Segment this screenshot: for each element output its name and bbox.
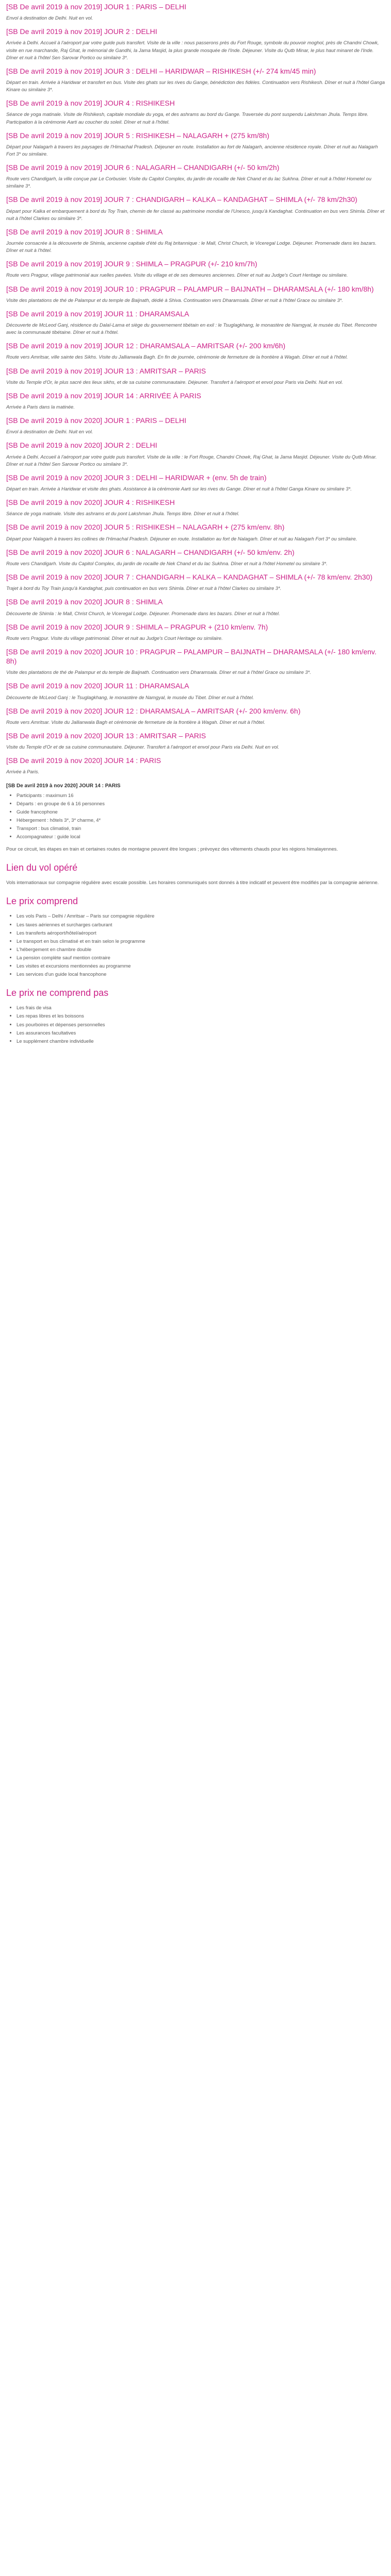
vols-text: Vols internationaux sur compagnie régulière avec escale possible. Les horaires communiqués sont donnés à titre indicatif et peuvent être modifiés par la compagnie aérienne.: [6, 879, 379, 886]
comprend-item: • Les services d'un guide local francophone: [17, 971, 385, 978]
comprend-item: • Les taxes aériennes et surcharges carburant: [17, 921, 385, 928]
comprend-pas-title: Le prix ne comprend pas: [6, 988, 109, 998]
comprend-pas-item: • Les frais de visa: [17, 1004, 385, 1011]
day-text: Arrivée à Delhi. Accueil à l'aéroport par votre guide puis transfert. Visite de la ville : nous passerons près du Fort Rouge, symbole du pouvoir moghol, près de Chandni Chowk, visite en rue marchande, Raj Ghat, le mémorial de Gandhi, la Jama Masjid, la plus grande mosquée de l'Inde. Déjeuner. Visite du Qutb Minar, le plus haut minaret de l'Inde. Dîner et nuit à l'hôtel Sen Sarovar Portico ou similaire 3*.: [6, 40, 379, 60]
day-title: [SB De avril 2019 à nov 2020] JOUR 5 : RISHIKESH – NALAGARH + (275 km/env. 8h): [6, 523, 285, 532]
day-text: Route vers Chandigarh, la ville conçue par Le Corbusier. Visite du Capitol Complex, du jardin de rocaille de Nek Chand et du lac Sukhna. Dîner et nuit à l'hôtel Hometel ou similaire 3*.: [6, 176, 371, 189]
day-title: [SB De avril 2019 à nov 2019] JOUR 7 : CHANDIGARH – KALKA – KANDAGHAT – SHIMLA (+/- 78 km/2h30): [6, 195, 357, 204]
itinerary-day: [6, 284, 385, 304]
day-title: [SB De avril 2019 à nov 2020] JOUR 2 : DELHI: [6, 441, 157, 450]
comprend-pas-item: • Le supplément chambre individuelle: [17, 1038, 385, 1045]
itinerary-day: [6, 227, 385, 254]
day-title: [SB De avril 2019 à nov 2020] JOUR 3 : DELHI – HARIDWAR + (env. 5h de train): [6, 473, 267, 482]
itinerary-day: [6, 473, 385, 493]
day-title: [SB De avril 2019 à nov 2020] JOUR 1 : PARIS – DELHI: [6, 416, 187, 425]
day-title: [SB De avril 2019 à nov 2020] JOUR 10 : PRAGPUR – PALAMPUR – BAIJNATH – DHARAMSALA (+/- 180 km/env. 8h): [6, 647, 377, 666]
savoir-item: • Accompagnateur : guide local: [17, 833, 385, 840]
itinerary-day: [6, 259, 385, 279]
itinerary-day: [6, 309, 385, 336]
comprend-item: • Le transport en bus climatisé et en train selon le programme: [17, 938, 385, 945]
day-text: Visite des plantations de thé de Palampur et du temple de Baijnath, dédié à Shiva. Continuation vers Dharamsala. Dîner et nuit à l'hôtel Grace ou similaire 3*.: [6, 297, 344, 303]
day-text: Route vers Amritsar. Visite du Jallianwala Bagh et cérémonie de fermeture de la frontière à Wagah. Dîner et nuit à l'hôtel.: [6, 719, 266, 725]
itinerary-day: [6, 391, 385, 411]
itinerary-day: [6, 522, 385, 542]
itinerary-day: [6, 341, 385, 361]
itinerary-day: [6, 366, 385, 386]
day-text: Visite du Temple d'Or et de sa cuisine communautaire. Déjeuner. Transfert à l'aéroport et envol pour Paris via Delhi. Nuit en vol.: [6, 744, 280, 750]
day-title: [SB De avril 2019 à nov 2020] JOUR 4 : RISHIKESH: [6, 498, 175, 507]
day-title: [SB De avril 2019 à nov 2019] JOUR 8 : SHIMLA: [6, 227, 163, 236]
savoir-note: Pour ce circuit, les étapes en train et certaines routes de montagne peuvent être longues ; prévoyez des vêtements chauds pour les régions himalayennes.: [6, 846, 338, 852]
day-title: [SB De avril 2019 à nov 2019] JOUR 9 : SHIMLA – PRAGPUR (+/- 210 km/7h): [6, 260, 257, 268]
itinerary-day: [6, 647, 385, 676]
savoir-item: • Guide francophone: [17, 808, 385, 816]
day-title: [SB De avril 2019 à nov 2020] JOUR 14 : PARIS: [6, 756, 161, 765]
vols-title: Lien du vol opéré: [6, 862, 78, 873]
day-title: [SB De avril 2019 à nov 2019] JOUR 2 : DELHI: [6, 27, 157, 36]
comprend-item: • L'hébergement en chambre double: [17, 946, 385, 953]
day-text: Envol à destination de Delhi. Nuit en vol.: [6, 429, 93, 435]
itinerary-day: [6, 681, 385, 701]
comprend-pas-list: [6, 1004, 385, 1045]
day-title: [SB De avril 2019 à nov 2019] JOUR 11 : DHARAMSALA: [6, 309, 189, 318]
day-title: [SB De avril 2019 à nov 2020] JOUR 6 : NALAGARH – CHANDIGARH (+/- 50 km/env. 2h): [6, 548, 295, 556]
itinerary-day: [6, 163, 385, 190]
itinerary-day: [6, 756, 385, 775]
itinerary-day: [6, 622, 385, 642]
comprend-pas-item: • Les pourboires et dépenses personnelles: [17, 1021, 385, 1028]
day-text: Route vers Chandigarh. Visite du Capitol Complex, du jardin de rocaille de Nek Chand et du lac Sukhna. Dîner et nuit à l'hôtel Hometel ou similaire 3*.: [6, 560, 328, 566]
savoir-item: • Participants : maximum 16: [17, 792, 385, 799]
day-text: Envol à destination de Delhi. Nuit en vol.: [6, 15, 93, 21]
itinerary-day: [6, 498, 385, 517]
day-title: [SB De avril 2019 à nov 2019] JOUR 12 : DHARAMSALA – AMRITSAR (+/- 200 km/6h): [6, 342, 286, 350]
itinerary-day: [6, 416, 385, 435]
itinerary-day: [6, 706, 385, 726]
itinerary-day: [6, 195, 385, 222]
day-text: Séance de yoga matinale. Visite des ashrams et du pont Lakshman Jhula. Temps libre. Dîner et nuit à l'hôtel.: [6, 511, 240, 517]
itinerary-day: [6, 66, 385, 93]
day-title: [SB De avril 2019 à nov 2020] JOUR 11 : DHARAMSALA: [6, 682, 189, 690]
day-text: Visite du Temple d'Or, le plus sacré des lieux sikhs, et de sa cuisine communautaire. Déjeuner. Transfert à l'aéroport et envol pour Paris via Delhi. Nuit en vol.: [6, 379, 343, 385]
itinerary-day: [6, 2, 385, 22]
page: [0, 0, 391, 1060]
itinerary-day: [6, 98, 385, 125]
day-text: Arrivée à Paris dans la matinée.: [6, 404, 75, 410]
day-title: [SB De avril 2019 à nov 2019] JOUR 5 : RISHIKESH – NALAGARH + (275 km/8h): [6, 131, 270, 140]
day-text: Arrivée à Delhi. Accueil à l'aéroport par votre guide puis transfert. Visite de la ville : le Fort Rouge, Chandni Chowk, Raj Ghat, la Jama Masjid. Déjeuner. Visite du Qutb Minar. Dîner et nuit à l'hôtel Sen Sarovar Portico ou similaire 3*.: [6, 453, 377, 467]
comprend-item: • Les visites et excursions mentionnées au programme: [17, 962, 385, 970]
day-title: [SB De avril 2019 à nov 2019] JOUR 3 : DELHI – HARIDWAR – RISHIKESH (+/- 274 km/45 min): [6, 66, 316, 75]
day-title: [SB De avril 2019 à nov 2019] JOUR 14 : ARRIVÉE À PARIS: [6, 391, 201, 400]
day-text: Arrivée à Paris.: [6, 769, 40, 775]
itinerary-day: [6, 131, 385, 158]
day-title: [SB De avril 2019 à nov 2020] JOUR 9 : SHIMLA – PRAGPUR + (210 km/env. 7h): [6, 622, 268, 631]
savoir-section: [6, 782, 385, 853]
day-text: Départ en train. Arrivée à Haridwar et visite des ghats. Assistance à la cérémonie Aarti sur les rives du Gange. Dîner et nuit à l'hôtel Ganga Kinare ou similaire 3*.: [6, 486, 352, 492]
comprend-list: [6, 912, 385, 978]
day-title: [SB De avril 2019 à nov 2020] JOUR 12 : DHARAMSALA – AMRITSAR (+/- 200 km/env. 6h): [6, 706, 301, 715]
day-text: Journée consacrée à la découverte de Shimla, ancienne capitale d'été du Raj britannique : le Mall, Christ Church, le Viceregal Lodge. Déjeuner. Promenade dans les bazars. Dîner et nuit à l'hôtel.: [6, 240, 377, 253]
day-text: Séance de yoga matinale. Visite de Rishikesh, capitale mondiale du yoga, et des ashrams au bord du Gange. Traversée du pont suspendu Lakshman Jhula. Temps libre. Participation à la cérémonie Aarti au coucher du soleil. Dîner et nuit à l'hôtel.: [6, 111, 369, 125]
day-text: Découverte de McLeod Ganj, résidence du Dalaï-Lama et siège du gouvernement tibétain en exil : le Tsuglagkhang, le monastère de Namgyal, le musée du Tibet. Rencontre avec la communauté tibétaine. Dîner et nuit à l'hôtel.: [6, 322, 377, 335]
itinerary-day: [6, 597, 385, 617]
day-title: [SB De avril 2019 à nov 2020] JOUR 8 : SHIMLA: [6, 598, 163, 606]
day-text: Départ pour Nalagarh à travers les collines de l'Himachal Pradesh. Déjeuner en route. Installation au fort de Nalagarh. Dîner et nuit au Nalagarh Fort 3* ou similaire.: [6, 535, 357, 541]
comprend-pas-item: • Les assurances facultatives: [17, 1029, 385, 1037]
comprend-item: • Les transferts aéroport/hôtel/aéroport: [17, 929, 385, 937]
savoir-item: • Hébergement : hôtels 3*, 3* charme, 4*: [17, 817, 385, 824]
savoir-heading: [SB De avril 2019 à nov 2020] JOUR 14 : PARIS: [6, 783, 121, 789]
comprend-item: • Les vols Paris – Delhi / Amritsar – Paris sur compagnie régulière: [17, 912, 385, 920]
day-title: [SB De avril 2019 à nov 2019] JOUR 6 : NALAGARH – CHANDIGARH (+/- 50 km/2h): [6, 163, 280, 172]
comprend-pas-item: • Les repas libres et les boissons: [17, 1012, 385, 1020]
day-title: [SB De avril 2019 à nov 2020] JOUR 13 : AMRITSAR – PARIS: [6, 732, 206, 740]
day-text: Route vers Amritsar, ville sainte des Sikhs. Visite du Jallianwala Bagh. En fin de journée, cérémonie de fermeture de la frontière à Wagah. Dîner et nuit à l'hôtel.: [6, 354, 348, 360]
itinerary-day: [6, 27, 385, 61]
savoir-item: • Départs : en groupe de 6 à 16 personnes: [17, 800, 385, 807]
day-text: Découverte de Shimla : le Mall, Christ Church, le Viceregal Lodge. Déjeuner. Promenade dans les bazars. Dîner et nuit à l'hôtel.: [6, 610, 280, 616]
itinerary: [6, 2, 385, 776]
itinerary-day: [6, 440, 385, 467]
day-text: Départ en train. Arrivée à Haridwar et transfert en bus. Visite des ghats sur les rives du Gange, bénédiction des fidèles. Continuation vers Rishikesh. Dîner et nuit à l'hôtel Ganga Kinare ou similaire 3*.: [6, 79, 385, 93]
day-text: Trajet à bord du Toy Train jusqu'à Kandaghat, puis continuation en bus vers Shimla. Dîner et nuit à l'hôtel Clarkes ou similaire 3*.: [6, 585, 282, 591]
itinerary-day: [6, 548, 385, 567]
day-text: Visite des plantations de thé de Palampur et du temple de Baijnath. Continuation vers Dharamsala. Dîner et nuit à l'hôtel Grace ou similaire 3*.: [6, 669, 312, 675]
savoir-list: [6, 792, 385, 841]
day-text: Départ pour Kalka et embarquement à bord du Toy Train, chemin de fer classé au patrimoine mondial de l'Unesco, jusqu'à Kandaghat. Continuation en bus vers Shimla. Dîner et nuit à l'hôtel Clarkes ou similaire 3*.: [6, 208, 385, 221]
comprend-title: Le prix comprend: [6, 896, 78, 907]
day-text: Route vers Pragpur, village patrimonial aux ruelles pavées. Visite du village et de ses demeures anciennes. Dîner et nuit au Judge's Court Heritage ou similaire.: [6, 272, 348, 278]
day-title: [SB De avril 2019 à nov 2019] JOUR 10 : PRAGPUR – PALAMPUR – BAIJNATH – DHARAMSALA (+/- 180 km/8h): [6, 284, 374, 293]
savoir-item: • Transport : bus climatisé, train: [17, 825, 385, 832]
itinerary-day: [6, 731, 385, 751]
day-title: [SB De avril 2019 à nov 2020] JOUR 7 : CHANDIGARH – KALKA – KANDAGHAT – SHIMLA (+/- 78 km/env. 2h30): [6, 573, 373, 582]
day-text: Découverte de McLeod Ganj : le Tsuglagkhang, le monastère de Namgyal, le musée du Tibet. Dîner et nuit à l'hôtel.: [6, 694, 254, 700]
itinerary-day: [6, 572, 385, 592]
day-title: [SB De avril 2019 à nov 2019] JOUR 4 : RISHIKESH: [6, 99, 175, 108]
day-title: [SB De avril 2019 à nov 2019] JOUR 13 : AMRITSAR – PARIS: [6, 366, 206, 375]
day-text: Route vers Pragpur. Visite du village patrimonial. Dîner et nuit au Judge's Court Heritage ou similaire.: [6, 635, 223, 641]
day-text: Départ pour Nalagarh à travers les paysages de l'Himachal Pradesh. Déjeuner en route. Installation au fort de Nalagarh, ancienne résidence royale. Dîner et nuit au Nalagarh Fort 3* ou similaire.: [6, 143, 378, 157]
day-title: [SB De avril 2019 à nov 2019] JOUR 1 : PARIS – DELHI: [6, 3, 187, 11]
comprend-item: • La pension complète sauf mention contraire: [17, 954, 385, 961]
